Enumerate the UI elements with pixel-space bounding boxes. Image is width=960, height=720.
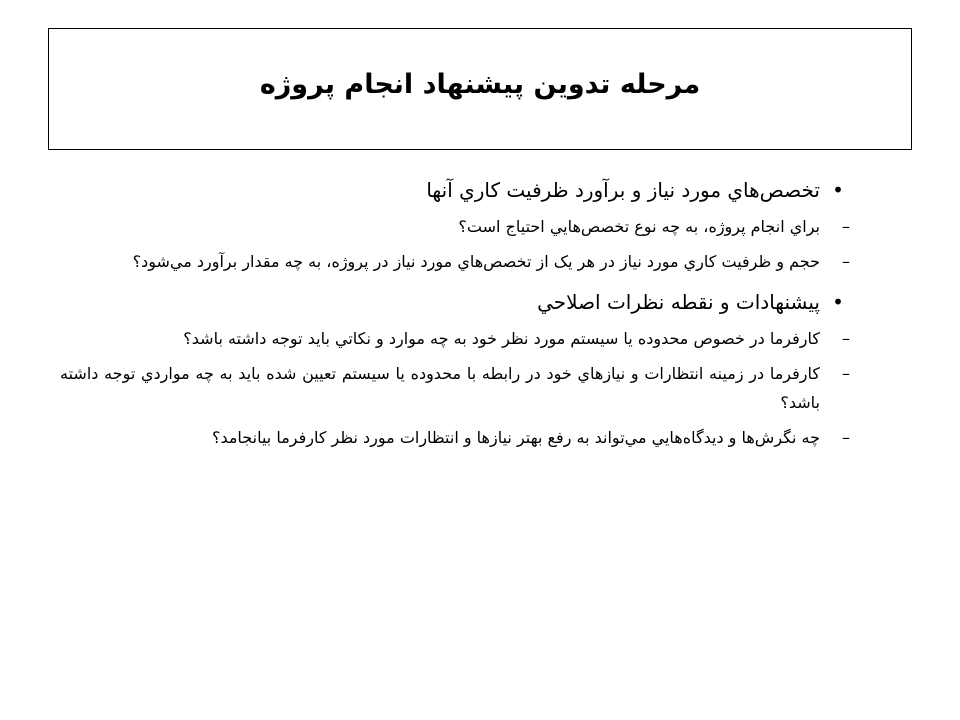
sub-bullet-item [60, 359, 850, 417]
bullet-icon: • [832, 290, 844, 314]
slide-title: مرحله تدوين پيشنهاد انجام پروژه [259, 68, 701, 100]
sub-bullet-item [60, 423, 850, 452]
sub-bullet-item [60, 324, 850, 353]
bullet-item [60, 284, 844, 320]
sub-bullet-text: براي انجام پروژه، به چه نوع تخصص‌هايي احتياج است؟ [458, 217, 820, 236]
title-box [48, 28, 912, 150]
bullet-icon: • [832, 178, 844, 202]
dash-icon: – [842, 364, 850, 383]
dash-icon: – [842, 252, 850, 271]
dash-icon: – [842, 329, 850, 348]
slide-body [60, 172, 850, 458]
bullet-text: تخصص‌هاي مورد نياز و برآورد ظرفيت كاري آنها [426, 178, 820, 202]
sub-bullet-item [60, 212, 850, 241]
sub-bullet-text: كارفرما در زمينه انتظارات و نيازهاي خود در رابطه با محدوده يا سيستم تعيين شده بايد به چه مواردي توجه داشته باشد؟ [60, 364, 820, 412]
dash-icon: – [842, 217, 850, 236]
bullet-text: پيشنهادات و نقطه نظرات اصلاحي [537, 290, 820, 314]
dash-icon: – [842, 428, 850, 447]
sub-bullet-text: كارفرما در خصوص محدوده يا سيستم مورد نظر خود به چه موارد و نكاتي بايد توجه داشته باشد؟ [183, 329, 820, 348]
bullet-item [60, 172, 844, 208]
sub-bullet-text: چه نگرش‌ها و ديدگاه‌هايي مي‌تواند به رفع بهتر نيازها و انتظارات مورد نظر كارفرما بيانجامد؟ [211, 428, 820, 447]
sub-bullet-text: حجم و ظرفيت كاري مورد نياز در هر يک از تخصص‌هاي مورد نياز در پروژه، به چه مقدار برآورد مي‌شود؟ [132, 252, 820, 271]
sub-bullet-item [60, 247, 850, 276]
